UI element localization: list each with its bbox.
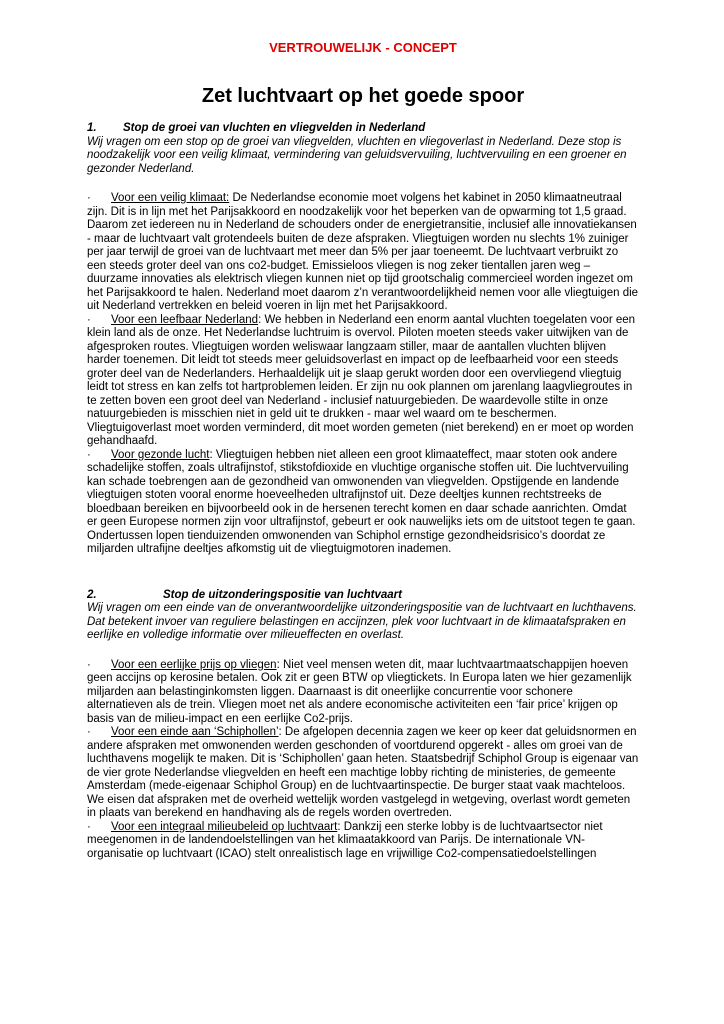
bullet-lead: Voor een einde aan ‘Schiphollen’ — [111, 726, 279, 738]
bullet-icon: · — [87, 726, 91, 738]
bullet-text: : Dankzij een sterke lobby is de luchtvaartsector niet meegenomen in de landendoelstellingen van het klimaatakkoord van Parijs. De internationale VN-organisatie op luchtvaart (ICAO) stelt onrealistisch lage en vrijwillige Co2-compensatiedoelstellingen — [87, 820, 603, 860]
section-1 — [87, 122, 639, 557]
bullet-lead: Voor een leefbaar Nederland — [111, 313, 259, 326]
section-title: Stop de uitzonderingspositie van luchtvaart — [163, 588, 402, 601]
bullet-icon: · — [87, 313, 91, 326]
section-number: 1. — [87, 122, 97, 134]
bullet-lead: Voor gezonde lucht — [111, 448, 210, 461]
bullet-icon: · — [87, 448, 91, 461]
document-title: Zet luchtvaart op het goede spoor — [201, 85, 525, 107]
bullet-icon: · — [87, 658, 91, 671]
list-item — [87, 314, 639, 449]
bullet-text: : Vliegtuigen hebben niet alleen een groot klimaateffect, maar stoten ook andere schadelijke stoffen, zoals ultrafijnstof, stikstofdioxide en vluchtige organische stoffen uit. Die luchtvervuiling kan schade toebrengen aan de gezondheid van omwonenden van vliegvelden. Opstijgende en landende vliegtuigen stoten vooral enorme hoeveelheden ultrafijnstof uit. Deze deeltjes kunnen rechtstreeks de bloedbaan bereiken en bijvoorbeeld ook in de hersenen terecht komen en daar schade aanrichten. Omdat er geen Europese normen zijn voor ultrafijnstof, gebeurt er ook nauwelijks iets om de uitstoot tegen te gaan. Ondertussen lopen tienduizenden omwonenden van Schiphol ernstige gezondheidsrisico’s doordat ze miljarden ultrafijne deeltjes afkomstig uit de vliegtuigmotoren inademen. — [87, 448, 636, 555]
bullet-text: : We hebben in Nederland een enorm aantal vluchten toegelaten voor een klein land als de onze. Het Nederlandse luchtruim is overvol. Piloten moeten steeds vaker uitwijken van de afgesproken routes. Vliegtuigen worden weliswaar langzaam stiller, maar de aantallen vluchten blijven harder toenemen. Dit leidt tot steeds meer geluidsoverlast en impact op de leefbaarheid voor een steeds groter deel van de Nederlanders. Herhaaldelijk uit je slaap gerukt worden door een overvliegend vliegtuig leidt tot stress en kan zelfs tot hartproblemen leiden. Er zijn nu ook plannen om jarenlang laagvliegroutes in te zetten boven een groot deel van Nederland - inclusief natuurgebieden. De waardevolle stilte in onze natuurgebieden is misschien niet in geld uit te drukken - maar wel waard om te beschermen. Vliegtuigoverlast moet worden verminderd, dit moet worden gemeten (niet berekend) en er moet op worden gehandhaafd. — [87, 313, 636, 447]
bullet-text: : De afgelopen decennia zagen we keer op keer dat geluidsnormen en andere afspraken met omwonenden werden geschonden of voortdurend opgerekt - alles om groei van de luchthavens mogelijk te maken. Dit is ‘Schiphollen’ gaan heten. Staatsbedrijf Schiphol Group is eigenaar van de vier grote Nederlandse vliegvelden en heeft een machtige lobby richting de ministeries, de gemeente Amsterdam (mede-eigenaar Schiphol Group) en de luchtvaartinspectie. De burger staat vaak machteloos. We eisen dat afspraken met de overheid wettelijk worden vastgelegd in wetgeving, overlast wordt gemeten in plaats van berekend en handhaving als de regels worden overtreden. — [87, 726, 639, 819]
section-heading — [87, 122, 639, 136]
section-heading — [87, 589, 639, 603]
list-item — [87, 726, 639, 821]
section-spacer — [87, 557, 639, 589]
list-item — [87, 192, 639, 314]
section-number: 2. — [87, 588, 97, 601]
list-item — [87, 821, 639, 862]
section-title: Stop de groei van vluchten en vliegvelden in Nederland — [123, 122, 426, 134]
list-item — [87, 659, 639, 727]
bullet-lead: Voor een eerlijke prijs op vliegen — [111, 658, 277, 671]
list-item — [87, 449, 639, 557]
section-intro: Wij vragen om een einde van de onverantwoordelijke uitzonderingspositie van de luchtvaart en luchthavens. Dat betekent invoer van reguliere belastingen en accijnzen, plek voor luchtvaart in de klimaatafspraken en eerlijke en volledige informatie over milieueffecten en overlast. — [87, 602, 637, 641]
section-intro: Wij vragen om een stop op de groei van vliegvelden, vluchten en vliegoverlast in Nederland. Deze stop is noodzakelijk voor een veilig klimaat, vermindering van geluidsvervuiling, luchtvervuiling en een groener en gezonder Nederland. — [87, 135, 627, 175]
bullet-text: : Niet veel mensen weten dit, maar luchtvaartmaatschappijen hoeven geen accijns op kerosine betalen. Ook zit er geen BTW op vliegtickets. In Europa laten we hier gezamenlijk miljarden aan belastinginkomsten liggen. Daarnaast is dit oneerlijke concurrentie voor schonere alternatieven als de trein. Vliegen moet net als andere economische activiteiten een ‘fair price’ krijgen op basis van de milieu-impact en een eerlijke Co2-prijs. — [87, 658, 632, 725]
section-2 — [87, 589, 639, 862]
bullet-icon: · — [87, 820, 91, 833]
bullet-lead: Voor een veilig klimaat: — [111, 192, 230, 204]
bullet-lead: Voor een integraal milieubeleid op luchtvaart — [111, 820, 338, 833]
confidential-header: VERTROUWELIJK - CONCEPT — [269, 40, 457, 55]
bullet-icon: · — [87, 192, 91, 204]
document-page — [87, 40, 639, 861]
bullet-text: De Nederlandse economie moet volgens het kabinet in 2050 klimaatneutraal zijn. Dit is in lijn met het Parijsakkoord en noodzakelijk voor het beperken van de opwarming tot 1,5 graad. Daarom zet iedereen nu in Nederland de schouders onder de energietransitie, inclusief alle innovatiekansen - maar de luchtvaart valt grotendeels buiten de deze afspraken. Vliegtuigen worden nu slechts 1% zuiniger per jaar terwijl de groei van de luchtvaart met meer dan 5% per jaar toeneemt. De luchtvaart verbruikt zo een steeds groter deel van ons co2-budget. Emissieloos vliegen is nog zeker tientallen jaren weg – duurzame innovaties als elektrisch vliegen kunnen niet op tijd grootschalig commercieel worden ingezet om het Parijsakkoord te halen. Nederland moet daarom z’n verantwoordelijkheid nemen voor alle vliegtuigen die uit Nederland vertrekken en beleid voeren in lijn met het Parijsakkoord. — [87, 192, 639, 312]
